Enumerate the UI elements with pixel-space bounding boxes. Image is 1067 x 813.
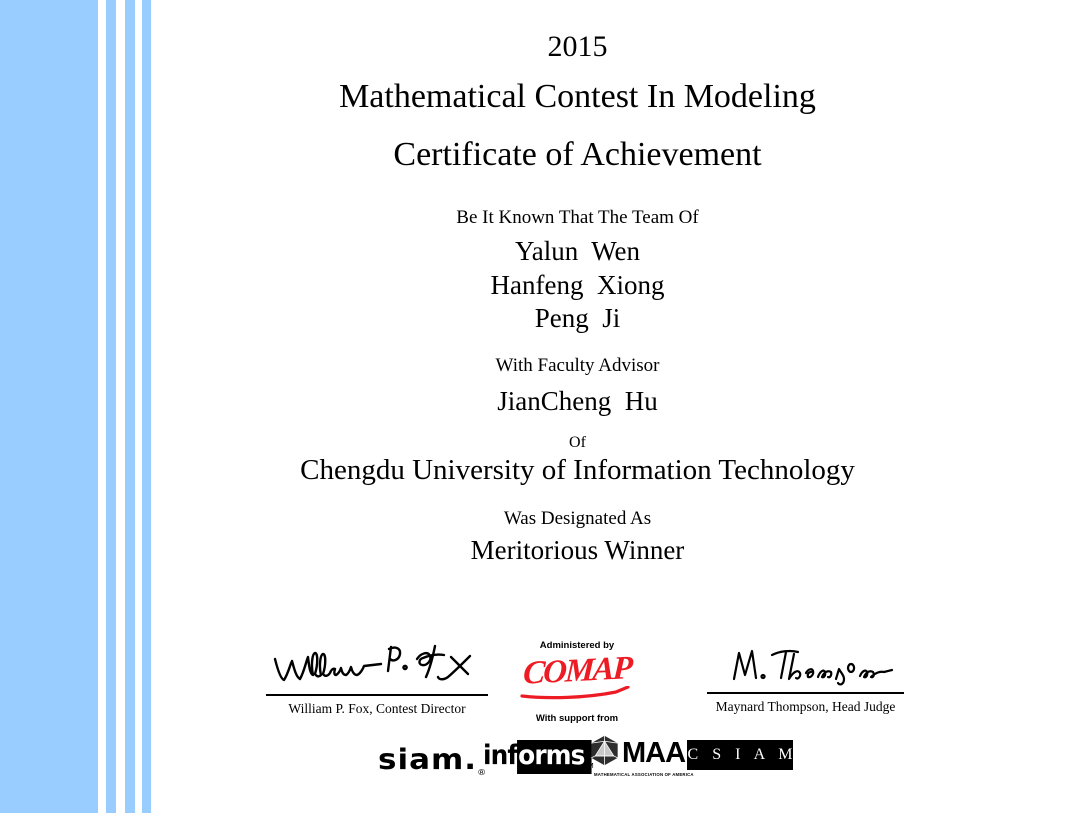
- fox-signature-image: [262, 641, 492, 694]
- maa-logo: [594, 735, 694, 777]
- head-judge-signature-block: [703, 645, 908, 715]
- designation-intro-text: Was Designated As: [503, 508, 652, 529]
- comap-logo-text: COMAP: [522, 650, 632, 692]
- maa-subtitle: MATHEMATICAL ASSOCIATION OF AMERICA: [594, 772, 694, 777]
- head-judge-signature-rule: [707, 692, 904, 694]
- informs-logo: [483, 740, 592, 774]
- contest-title: Mathematical Contest In Modeling: [339, 78, 816, 115]
- comap-logo: [512, 650, 642, 705]
- left-decor-stripe-2: [125, 0, 135, 813]
- year: 2015: [547, 30, 608, 63]
- administered-by-label: Administered by: [539, 640, 615, 651]
- support-from-label: With support from: [535, 713, 619, 724]
- institution-name: Chengdu University of Information Technology: [300, 454, 855, 486]
- informs-logo-box: [517, 740, 592, 774]
- team-member-3: Peng Ji: [534, 303, 621, 333]
- csiam-logo: [687, 740, 798, 770]
- csiam-logo-text: C S I A M: [687, 746, 798, 763]
- informs-trademark: TM: [584, 762, 594, 770]
- advisor-intro-text: With Faculty Advisor: [495, 355, 660, 376]
- siam-logo-text: siam.: [378, 743, 478, 777]
- certificate-title: Certificate of Achievement: [393, 136, 762, 173]
- comap-swoosh-icon: [520, 686, 632, 705]
- left-decor-band: [0, 0, 98, 813]
- maa-icosahedron-icon: [589, 735, 620, 771]
- siam-logo: [378, 743, 486, 777]
- designation-award: Meritorious Winner: [470, 535, 685, 565]
- head-judge-name: Maynard Thompson, Head Judge: [715, 699, 896, 714]
- contest-director-signature-block: [262, 641, 492, 717]
- siam-registered-mark: ®: [477, 768, 487, 778]
- team-member-2: Hanfeng Xiong: [490, 270, 665, 300]
- contest-director-name: William P. Fox, Contest Director: [288, 701, 466, 716]
- informs-logo-boxed-text: orms: [518, 740, 585, 771]
- team-intro-text: Be It Known That The Team Of: [456, 207, 699, 228]
- contest-director-signature-rule: [266, 694, 488, 696]
- informs-logo-prefix: inf: [483, 740, 518, 771]
- thompson-signature-image: [703, 645, 908, 692]
- team-member-1: Yalun Wen: [514, 236, 641, 266]
- maa-logo-text: MAA: [621, 736, 686, 769]
- of-label: Of: [569, 434, 586, 451]
- administration-block: [512, 640, 642, 724]
- advisor-name: JianCheng Hu: [497, 386, 658, 416]
- left-decor-stripe-1: [106, 0, 116, 813]
